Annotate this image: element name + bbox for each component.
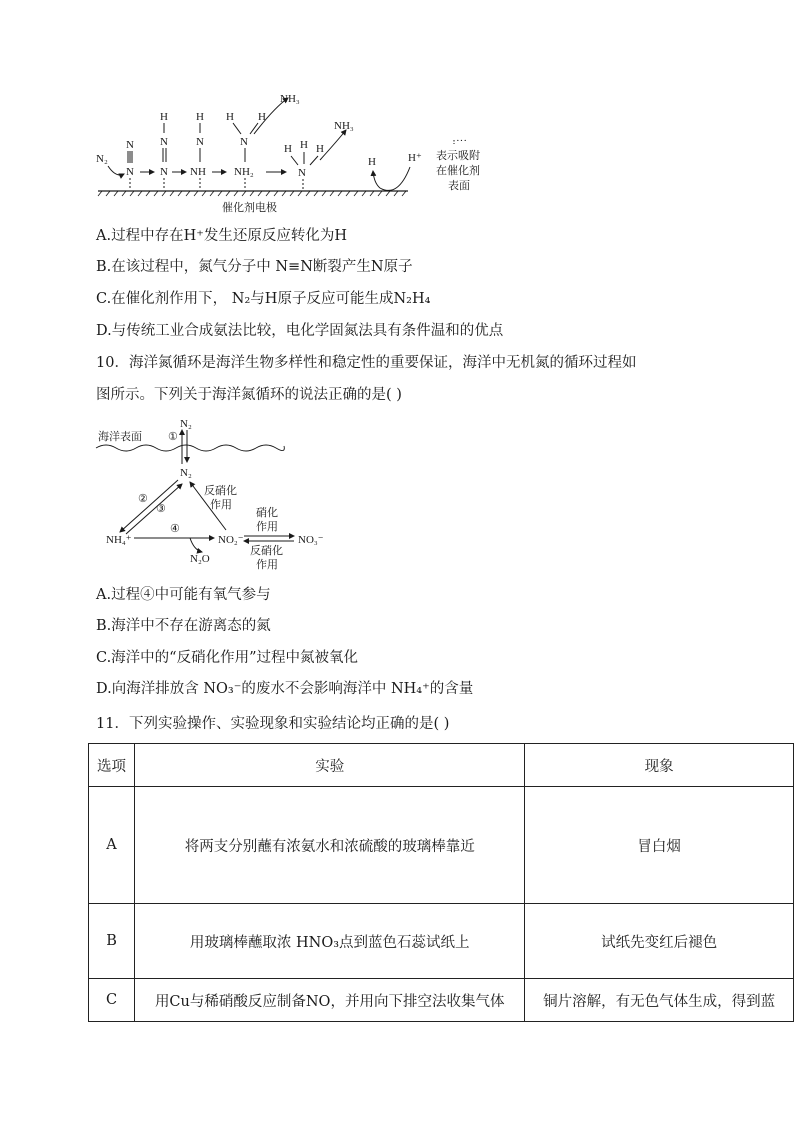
q9-option-b: B.在该过程中，氮气分子中 N≡N断裂产生N原子 <box>96 259 413 275</box>
h-atom-product: H <box>368 156 376 168</box>
q9-option-d: D.与传统工业合成氨法比较，电化学固氮法具有条件温和的优点 <box>96 323 504 339</box>
sea-surface-label: 海洋表面 <box>98 430 142 443</box>
q9-option-c: C.在催化剂作用下， N₂与H原子反应可能生成N₂H₄ <box>96 291 431 307</box>
n-atom-1a: N <box>126 139 134 151</box>
no3-label: NO₃⁻ <box>298 534 324 546</box>
h-atom-5a: H <box>284 143 292 155</box>
nitrogen-fixation-diagram <box>88 88 508 218</box>
n2-mid-label: N₂ <box>180 467 192 479</box>
electrode-label: 催化剂电极 <box>222 201 277 214</box>
nh3-label-1: NH₃ <box>280 93 300 105</box>
circle-3: ③ <box>156 503 166 515</box>
denitrify-1-line-1: 反硝化 <box>204 484 237 497</box>
n-atom-1b: N <box>126 166 134 178</box>
h-atom-4a: H <box>226 111 234 123</box>
n-atom-2b: N <box>160 166 168 178</box>
nitrify-line-1: 硝化 <box>256 506 278 519</box>
ocean-nitrogen-cycle-diagram <box>94 416 334 576</box>
table-header-row <box>89 744 794 787</box>
h-atom-2: H <box>160 111 168 123</box>
n-atom-5: N <box>298 167 306 179</box>
q10-option-c: C.海洋中的“反硝化作用”过程中氮被氧化 <box>96 650 359 666</box>
q11-stem: 11．下列实验操作、实验现象和实验结论均正确的是( ) <box>96 716 450 732</box>
n2-incoming-label: N₂ <box>96 153 108 165</box>
q9-option-a: A.过程中存在H⁺发生还原反应转化为H <box>96 228 348 244</box>
h-atom-3: H <box>196 111 204 123</box>
nitrify-line-2: 作用 <box>256 520 278 533</box>
q10-option-a: A.过程④中可能有氧气参与 <box>96 587 271 603</box>
hplus-label: H⁺ <box>408 152 422 164</box>
header-experiment: 实验 <box>135 744 525 787</box>
legend-line-3: 表面 <box>448 179 470 192</box>
row-b-phenomenon: 试纸先变红后褪色 <box>525 904 794 979</box>
q10-option-b: B.海洋中不存在游离态的氮 <box>96 618 271 634</box>
denitrify-2-line-2: 作用 <box>256 558 278 571</box>
no2-label: NO₂⁻ <box>218 534 244 546</box>
row-b-experiment: 用玻璃棒蘸取浓 HNO₃点到蓝色石蕊试纸上 <box>135 904 525 979</box>
q10-option-d: D.向海洋排放含 NO₃⁻的废水不会影响海洋中 NH₄⁺的含量 <box>96 681 474 697</box>
n-atom-4: N <box>240 136 248 148</box>
table-row <box>89 904 794 979</box>
n2-top-label: N₂ <box>180 418 192 430</box>
h-atom-5b: H <box>300 139 308 151</box>
nh3-label-2: NH₃ <box>334 120 354 132</box>
circle-4: ④ <box>170 523 180 535</box>
header-phenomenon: 现象 <box>525 744 794 787</box>
legend-line-2: 在催化剂 <box>436 164 480 177</box>
row-a-phenomenon: 冒白烟 <box>525 787 794 904</box>
h-atom-5c: H <box>316 143 324 155</box>
denitrify-1-line-2: 作用 <box>210 498 232 511</box>
q10-stem-line-2: 图所示。下列关于海洋氮循环的说法正确的是( ) <box>96 387 402 403</box>
row-c-experiment: 用Cu与稀硝酸反应制备NO，并用向下排空法收集气体 <box>135 979 525 1022</box>
circle-1: ① <box>168 431 178 443</box>
n2o-label: N₂O <box>190 553 210 565</box>
nh4-label: NH₄⁺ <box>106 534 132 546</box>
row-c-phenomenon: 铜片溶解，有无色气体生成，得到蓝 <box>525 979 794 1022</box>
n-atom-2a: N <box>160 136 168 148</box>
nh2-label: NH₂ <box>234 166 254 178</box>
row-a-option: A <box>89 787 135 904</box>
legend-dots: ··· <box>456 135 467 147</box>
row-b-option: B <box>89 904 135 979</box>
table-row <box>89 979 794 1022</box>
header-option: 选项 <box>89 744 135 787</box>
q10-stem-line-1: 10．海洋氮循环是海洋生物多样性和稳定性的重要保证，海洋中无机氮的循环过程如 <box>96 355 637 371</box>
h-atom-4b: H <box>258 111 266 123</box>
nh-label: NH <box>190 166 206 178</box>
row-c-option: C <box>89 979 135 1022</box>
table-row <box>89 787 794 904</box>
circle-2: ② <box>138 493 148 505</box>
denitrify-2-line-1: 反硝化 <box>250 544 283 557</box>
row-a-experiment: 将两支分别蘸有浓氨水和浓硫酸的玻璃棒靠近 <box>135 787 525 904</box>
legend-line-1: 表示吸附 <box>436 149 480 162</box>
experiment-table <box>88 743 794 1022</box>
n-atom-3: N <box>196 136 204 148</box>
